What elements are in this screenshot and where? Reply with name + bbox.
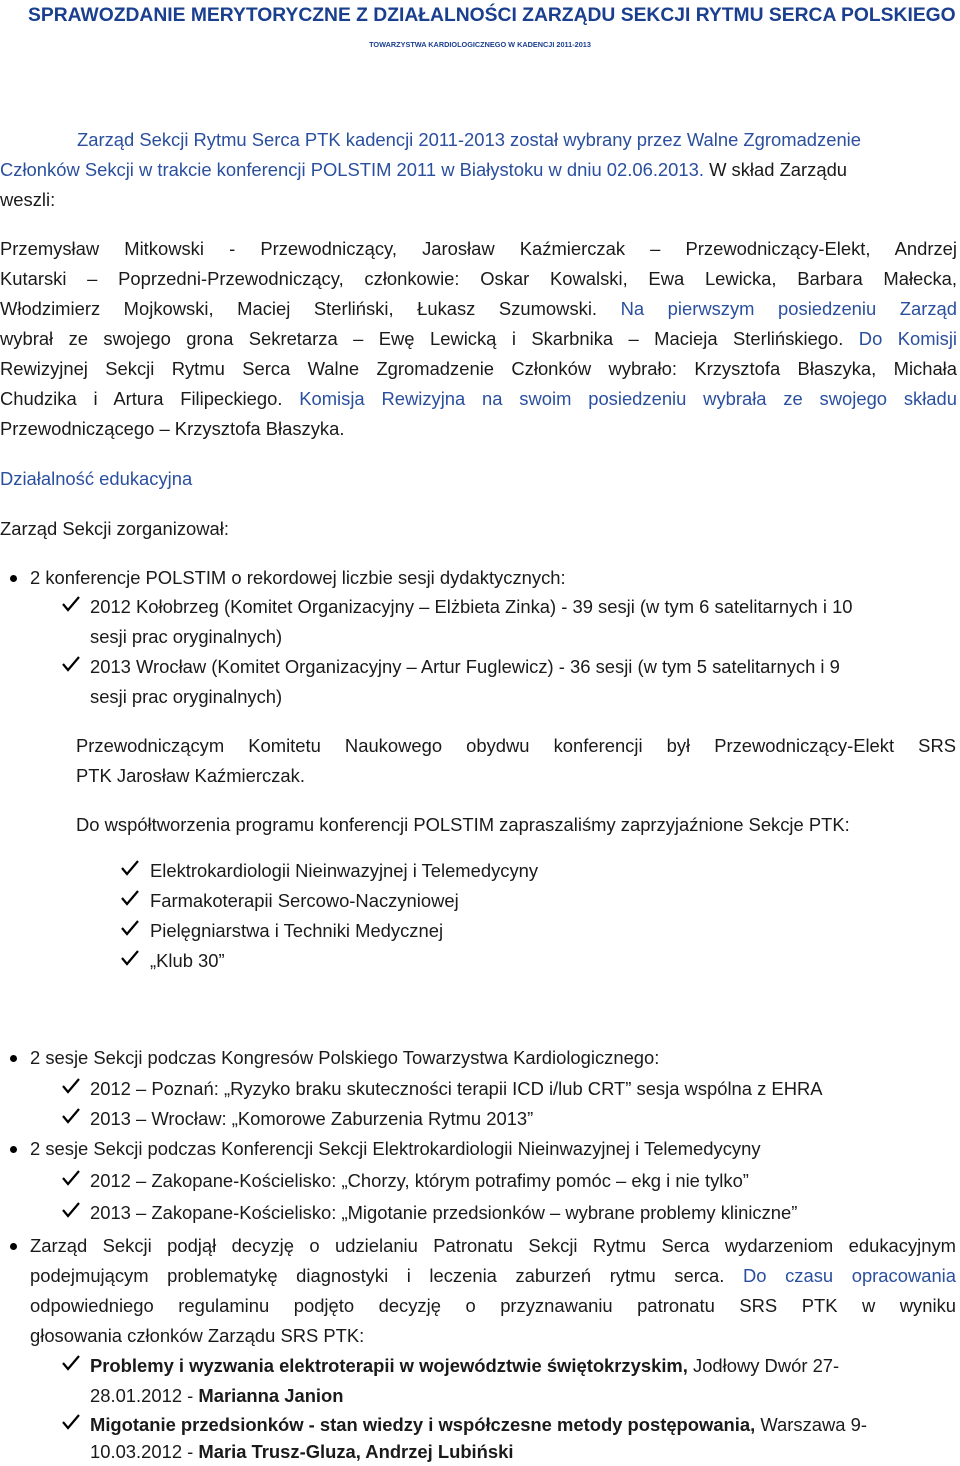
congress-2012: 2012 – Poznań: „Ryzyko braku skuteczności terapii ICD i/lub CRT” sesja wspólna z EHRA xyxy=(90,1078,823,1099)
congress-2013: 2013 – Wrocław: „Komorowe Zaburzenia Rytmu 2013” xyxy=(90,1108,534,1129)
checkmark-icon xyxy=(61,1201,81,1219)
patronage-event-2: Migotanie przedsionków - stan wiedzy i współczesne metody postępowania, Warszawa 9- xyxy=(90,1414,867,1435)
section-heading-education: Działalność edukacyjna xyxy=(0,468,193,489)
organized-intro: Zarząd Sekcji zorganizował: xyxy=(0,518,229,539)
patronage-event-1-date: 28.01.2012 - Marianna Janion xyxy=(90,1385,344,1406)
members-line-1: Przemysław Mitkowski - Przewodniczący, Jarosław Kaźmierczak – Przewodniczący-Elekt, Andrzej xyxy=(0,238,957,259)
members-line-7: Przewodniczącego – Krzysztofa Błaszyka. xyxy=(0,418,345,439)
checkmark-icon xyxy=(120,919,140,937)
bullet-icon xyxy=(10,1055,17,1062)
report-title-line-2: TOWARZYSTWA KARDIOLOGICZNEGO W KADENCJI 2011-2013 xyxy=(369,40,591,49)
checkmark-icon xyxy=(61,1169,81,1187)
members-line-2: Kutarski – Poprzedni-Przewodniczący, członkowie: Oskar Kowalski, Ewa Lewicka, Barbara Małecka, xyxy=(0,268,957,289)
polstim-item: 2 konferencje POLSTIM o rekordowej liczbie sesji dydaktycznych: xyxy=(30,567,566,588)
section-item-ekg: Elektrokardiologii Nieinwazyjnej i Telemedycyny xyxy=(150,860,539,881)
section-item-nursing: Pielęgniarstwa i Techniki Medycznej xyxy=(150,920,444,941)
members-line-6: Chudzika i Artura Filipeckiego. Komisja Rewizyjna na swoim posiedzeniu wybrała ze swojego składu xyxy=(0,388,957,409)
bullet-icon xyxy=(10,1243,17,1250)
patronage-line-4: głosowania członków Zarządu SRS PTK: xyxy=(30,1325,365,1346)
ekg-conference-item: 2 sesje Sekcji podczas Konferencji Sekcji Elektrokardiologii Nieinwazyjnej i Telemedycyny xyxy=(30,1138,761,1159)
checkmark-icon xyxy=(61,1107,81,1125)
congress-item: 2 sesje Sekcji podczas Kongresów Polskiego Towarzystwa Kardiologicznego: xyxy=(30,1047,660,1068)
checkmark-icon xyxy=(120,889,140,907)
ekg-2012: 2012 – Zakopane-Kościelisko: „Chorzy, którym potrafimy pomóc – ekg i nie tylko” xyxy=(90,1170,749,1191)
patronage-event-1: Problemy i wyzwania elektroterapii w województwie świętokrzyskim, Jodłowy Dwór 27- xyxy=(90,1355,840,1376)
bullet-icon xyxy=(10,1146,17,1153)
chair-line-1: Przewodniczącym Komitetu Naukowego obydwu konferencji był Przewodniczący-Elekt SRS xyxy=(76,735,956,756)
members-line-5: Rewizyjnej Sekcji Rytmu Serca Walne Zgromadzenie Członków wybrało: Krzysztofa Błaszyka, Michała xyxy=(0,358,957,379)
patronage-line-2: podejmującym problematykę diagnostyki i leczenia zaburzeń rytmu serca. Do czasu opracowania xyxy=(30,1265,956,1286)
checkmark-icon xyxy=(120,859,140,877)
report-title-line-1: SPRAWOZDANIE MERYTORYCZNE Z DZIAŁALNOŚCI ZARZĄDU SEKCJI RYTMU SERCA POLSKIEGO xyxy=(28,5,956,26)
checkmark-icon xyxy=(61,1354,81,1372)
checkmark-icon xyxy=(61,1077,81,1095)
wroclaw-line-1: 2013 Wrocław (Komitet Organizacyjny – Artur Fuglewicz) - 36 sesji (w tym 5 satelitarnych i 9 xyxy=(90,656,840,677)
intro-line-3: weszli: xyxy=(0,189,56,210)
kolobrzeg-line-1: 2012 Kołobrzeg (Komitet Organizacyjny – Elżbieta Zinka) - 39 sesji (w tym 6 satelitarnych i 10 xyxy=(90,596,853,617)
intro-line-1: Zarząd Sekcji Rytmu Serca PTK kadencji 2011-2013 został wybrany przez Walne Zgromadzenie xyxy=(77,129,861,150)
patronage-line-1: Zarząd Sekcji podjął decyzję o udzielaniu Patronatu Sekcji Rytmu Serca wydarzeniom edukacyjnym xyxy=(30,1235,956,1256)
members-line-3: Włodzimierz Mojkowski, Maciej Sterliński, Łukasz Szumowski. Na pierwszym posiedzeniu Zarząd xyxy=(0,298,957,319)
bullet-icon xyxy=(10,575,17,582)
checkmark-icon xyxy=(61,655,81,673)
kolobrzeg-line-2: sesji prac oryginalnych) xyxy=(90,626,283,647)
intro-line-2: Członków Sekcji w trakcie konferencji POLSTIM 2011 w Białystoku w dniu 02.06.2013. W skład Zarządu xyxy=(0,159,848,180)
wroclaw-line-2: sesji prac oryginalnych) xyxy=(90,686,283,707)
section-item-club30: „Klub 30” xyxy=(150,950,225,971)
ekg-2013: 2013 – Zakopane-Kościelisko: „Migotanie przedsionków – wybrane problemy kliniczne” xyxy=(90,1202,798,1223)
checkmark-icon xyxy=(120,949,140,967)
chair-line-2: PTK Jarosław Kaźmierczak. xyxy=(76,765,305,786)
patronage-event-2-date: 10.03.2012 - Maria Trusz-Gluza, Andrzej Lubiński xyxy=(90,1441,514,1462)
section-item-pharma: Farmakoterapii Sercowo-Naczyniowej xyxy=(150,890,459,911)
patronage-line-3: odpowiedniego regulaminu podjęto decyzję o przyznawaniu patronatu SRS PTK w wyniku xyxy=(30,1295,956,1316)
invite-line: Do współtworzenia programu konferencji POLSTIM zapraszaliśmy zaprzyjaźnione Sekcje PTK: xyxy=(76,814,850,835)
checkmark-icon xyxy=(61,595,81,613)
checkmark-icon xyxy=(61,1413,81,1431)
members-line-4: wybrał ze swojego grona Sekretarza – Ewę Lewicką i Skarbnika – Macieja Sterlińskiego. Do Komisji xyxy=(0,328,957,349)
